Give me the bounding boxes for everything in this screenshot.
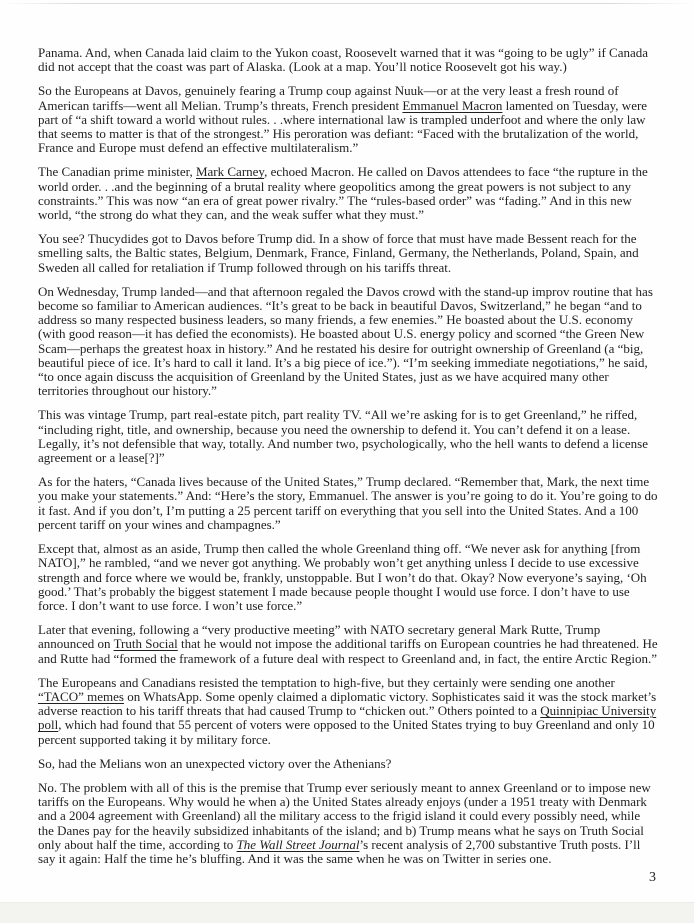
link-wall-street-journal[interactable]: The Wall Street Journal: [236, 836, 360, 852]
paragraph: [38, 46, 658, 74]
link-quinnipiac-university-poll[interactable]: Quinnipiac University poll: [38, 703, 657, 733]
paragraph: [38, 623, 658, 666]
paragraph: [38, 408, 658, 465]
text-run: , which had found that 55 percent of voters were opposed to the United States trying to buy Greenland and only 10 percent supported taking it by military force.: [38, 717, 655, 747]
text-run: This was vintage Trump, part real-estate pitch, part reality TV. “All we’re asking for is to get Greenland,” he riffed, “including right, title, and ownership, because you need the ownership to defend it. You can’t defend it on a lease. Legally, it’s not defensible that way, totally. And number two, psychologically, who the hell wants to defend a license agreement or a lease[?]”: [38, 407, 649, 466]
text-run: Later that evening, following a “very productive meeting” with NATO secretary general Mark Rutte, Trump announced on: [38, 622, 601, 652]
text-run: You see? Thucydides got to Davos before Trump did. In a show of force that must have made Bessent reach for the smelling salts, the Baltic states, Belgium, Denmark, France, Finland, Germany, the Netherlands, Poland, Spain, and Sweden all called for retaliation if Trump followed through on his tariffs threat.: [38, 231, 639, 275]
paragraph: [38, 165, 658, 222]
text-run: lamented on Tuesday, were part of “a shift toward a world without rules. . .where international law is trampled underfoot and where the only law that seems to matter is that of the strongest.” His peroration was defiant: “Faced with the brutalization of the world, France and Europe must defend an effective multilateralism.”: [38, 97, 648, 156]
paragraph: [38, 84, 658, 155]
article-body: [38, 46, 658, 876]
text-run: So, had the Melians won an unexpected victory over the Athenians?: [38, 755, 392, 771]
paragraph: [38, 475, 658, 532]
text-run: that he would not impose the additional tariffs on European countries he had threatened. He and Rutte had “formed the framework of a future deal with respect to Greenland and, in fact, the entire Arctic Region.”: [38, 636, 658, 666]
text-run: , echoed Macron. He called on Davos attendees to face “the rupture in the world order. . .and the beginning of a brutal reality where geopolitics among the great powers is not subject to any constraints.” This was now “an era of great power rivalry.” The “rules-based order” was “fading.” And in this new world, “the strong do what they can, and the weak suffer what they must.”: [38, 164, 648, 223]
page-top-edge: [0, 3, 694, 4]
text-run: Panama. And, when Canada laid claim to the Yukon coast, Roosevelt warned that it was “going to be ugly” if Canada did not accept that the coast was part of Alaska. (Look at a map. You’ll notice Roosevelt got his way.): [38, 45, 649, 75]
paragraph: [38, 781, 658, 866]
paragraph: [38, 676, 658, 747]
text-run: On Wednesday, Trump landed—and that afternoon regaled the Davos crowd with the stand-up improv routine that has become so familiar to American audiences. “It’s great to be back in beautiful Davos, Switzerland,” he began “and to address so many respected business leaders, so many friends, a few enemies.” He boasted about the U.S. economy (with good reason—it has defied the economists). He boasted about U.S. energy policy and scorned “the Green New Scam—perhaps the greatest hoax in history.” And he restated his desire for outright ownership of Greenland (a “big, beautiful piece of ice. It’s hard to call it land. It’s a big piece of ice.”). “I’m seeking immediate negotiations,” he said, “to once again discuss the acquisition of Greenland by the United States, just as we have acquired many other territories throughout our history.”: [38, 283, 653, 399]
link-emmanuel-macron[interactable]: Emmanuel Macron: [402, 97, 503, 113]
text-run: So the Europeans at Davos, genuinely fearing a Trump coup against Nuuk—or at the very least a fresh round of American tariffs—went all Melian. Trump’s threats, French president: [38, 83, 619, 113]
link-truth-social[interactable]: Truth Social: [113, 636, 178, 652]
paragraph: [38, 542, 658, 613]
paragraph: [38, 232, 658, 275]
page-bottom-gap: [0, 902, 694, 923]
text-run: The Canadian prime minister,: [38, 164, 196, 180]
text-run: As for the haters, “Canada lives because of the United States,” Trump declared. “Remember that, Mark, the next time you make your statements.” And: “Here’s the story, Emmanuel. The answer is you’re going to do it. You’re going to do it fast. And if you don’t, I’m putting a 25 percent tariff on everything that you sell into the United States. And a 100 percent tariff on your wines and champagnes.”: [38, 474, 658, 532]
link-taco-memes[interactable]: “TACO” memes: [38, 688, 124, 704]
paragraph: [38, 757, 658, 771]
text-run: Except that, almost as an aside, Trump then called the whole Greenland thing off. “We never ask for anything [from NATO],” he rambled, “and we never got anything. We probably won’t get anything unless I decide to use excessive strength and force where we would be, frankly, unstoppable. But I won’t do that. Okay? Now everyone’s saying, ‘Oh good.’ That’s probably the biggest statement I made because people thought I would use force. I don’t have to use force. I don’t want to use force. I won’t use force.”: [38, 541, 647, 613]
paragraph: [38, 285, 658, 399]
text-run: ’s recent analysis of 2,700 substantive Truth posts. I’ll say it again: Half the time he’s bluffing. And it was the same when he was on Twitter in series one.: [38, 836, 641, 866]
text-run: No. The problem with all of this is the premise that Trump ever seriously meant to annex Greenland or to impose new tariffs on the Europeans. Why would he when a) the United States already enjoys (under a 1951 treaty with Denmark and a 2004 agreement with Greenland) all the military access to the frigid island it could every possibly need, while the Danes pay for the heavily subsidized inhabitants of the island; and b) Trump means what he says on Truth Social only about half the time, according to: [38, 779, 651, 852]
text-run: The Europeans and Canadians resisted the temptation to high-five, but they certainly were sending one another: [38, 674, 615, 690]
text-run: on WhatsApp. Some openly claimed a diplomatic victory. Sophisticates said it was the stock market’s adverse reaction to his tariff threats that had caused Trump to “chicken out.” Others pointed to a: [38, 688, 657, 719]
page-number: 3: [649, 870, 656, 885]
link-mark-carney[interactable]: Mark Carney: [195, 164, 265, 180]
